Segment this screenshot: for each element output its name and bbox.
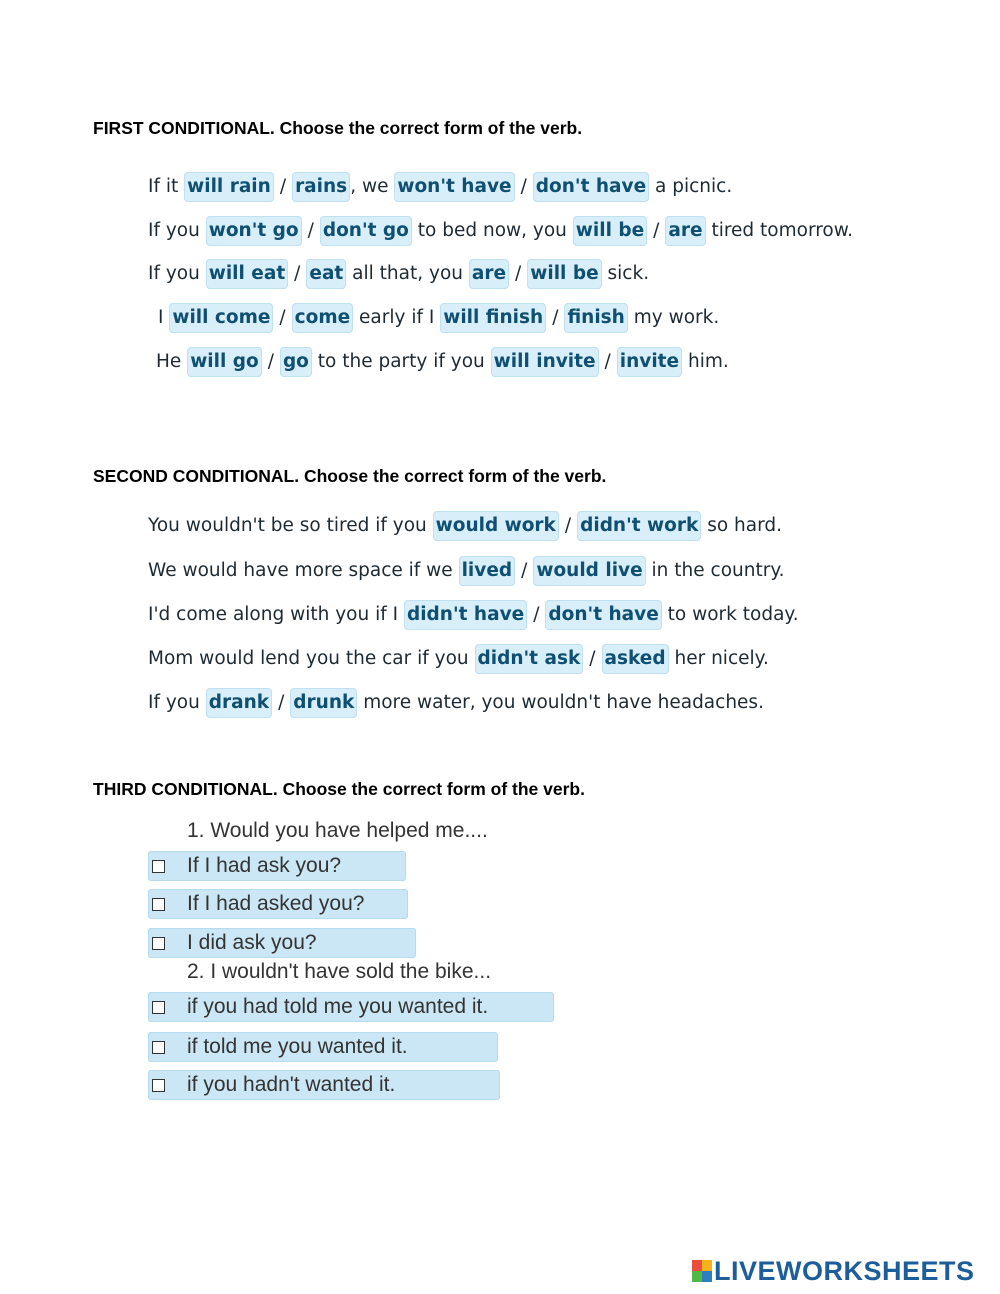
- first-sentence-4: [158, 301, 719, 335]
- question-2-title: 2. I wouldn't have sold the bike...: [187, 960, 492, 983]
- question-1-option-3[interactable]: [148, 928, 416, 958]
- option-label: If I had ask you?: [187, 854, 342, 877]
- separator: /: [515, 263, 522, 284]
- sentence-text: him.: [687, 351, 729, 372]
- first-conditional-heading: FIRST CONDITIONAL. Choose the correct form of the verb.: [93, 118, 583, 138]
- sentence-text: If you: [148, 263, 200, 284]
- second-sentence-2: [148, 554, 785, 588]
- option-dont-have[interactable]: don't have: [545, 600, 661, 630]
- sentence-text: tired tomorrow.: [711, 220, 854, 241]
- sentence-text: Mom would lend you the car if you: [148, 648, 469, 669]
- checkbox[interactable]: [152, 860, 165, 873]
- option-label: If I had asked you?: [187, 892, 365, 915]
- separator: /: [521, 560, 528, 581]
- first-sentence-1: [148, 170, 732, 204]
- option-didnt-work[interactable]: didn't work: [577, 511, 701, 541]
- second-conditional-heading: SECOND CONDITIONAL. Choose the correct form of the verb.: [93, 466, 607, 486]
- option-would-live[interactable]: would live: [533, 556, 645, 586]
- option-asked[interactable]: asked: [602, 644, 669, 674]
- option-will-be[interactable]: will be: [573, 216, 647, 246]
- checkbox[interactable]: [152, 898, 165, 911]
- option-drank[interactable]: drank: [206, 688, 272, 718]
- separator: /: [294, 263, 301, 284]
- option-didnt-have[interactable]: didn't have: [404, 600, 527, 630]
- sentence-text: in the country.: [651, 560, 785, 581]
- sentence-text: my work.: [633, 307, 720, 328]
- option-dont-have[interactable]: don't have: [533, 172, 649, 202]
- first-sentence-5: [156, 345, 729, 379]
- option-would-work[interactable]: would work: [433, 511, 559, 541]
- sentence-text: If you: [148, 220, 200, 241]
- option-didnt-ask[interactable]: didn't ask: [475, 644, 584, 674]
- first-sentence-2: [148, 214, 853, 248]
- second-sentence-3: [148, 598, 799, 632]
- sentence-text: He: [156, 351, 182, 372]
- option-will-rain[interactable]: will rain: [184, 172, 274, 202]
- question-2-option-2[interactable]: [148, 1032, 498, 1062]
- option-come[interactable]: come: [292, 303, 354, 333]
- separator: /: [552, 307, 559, 328]
- sentence-text: so hard.: [707, 515, 782, 536]
- separator: /: [279, 307, 286, 328]
- sentence-text: If it: [148, 176, 179, 197]
- sentence-text: to the party if you: [317, 351, 485, 372]
- question-1-title: 1. Would you have helped me....: [187, 819, 488, 842]
- sentence-text: all that, you: [352, 263, 463, 284]
- option-will-go[interactable]: will go: [187, 347, 262, 377]
- sentence-text: You wouldn't be so tired if you: [148, 515, 427, 536]
- second-sentence-5: [148, 686, 764, 720]
- separator: /: [267, 351, 274, 372]
- sentence-text: a picnic.: [655, 176, 733, 197]
- sentence-text: more water, you wouldn't have headaches.: [363, 692, 764, 713]
- sentence-text: I: [158, 307, 164, 328]
- option-label: if you had told me you wanted it.: [187, 995, 489, 1018]
- second-sentence-1: [148, 509, 782, 543]
- sentence-text: I'd come along with you if I: [148, 604, 399, 625]
- option-lived[interactable]: lived: [459, 556, 516, 586]
- separator: /: [564, 515, 572, 536]
- logo-text: LIVEWORKSHEETS: [714, 1255, 975, 1286]
- checkbox[interactable]: [152, 1041, 165, 1054]
- separator: /: [278, 692, 285, 713]
- checkbox[interactable]: [152, 937, 165, 950]
- question-2-option-3[interactable]: [148, 1070, 500, 1100]
- logo-icon: [692, 1260, 712, 1282]
- separator: /: [589, 648, 596, 669]
- liveworksheets-logo: [692, 1256, 975, 1286]
- option-label: I did ask you?: [187, 931, 317, 954]
- separator: /: [520, 176, 527, 197]
- question-2-option-1[interactable]: [148, 992, 554, 1022]
- sentence-text: to bed now, you: [417, 220, 567, 241]
- option-will-invite[interactable]: will invite: [491, 347, 599, 377]
- sentence-text: , we: [350, 176, 389, 197]
- checkbox[interactable]: [152, 1001, 165, 1014]
- sentence-text: If you: [148, 692, 200, 713]
- option-rains[interactable]: rains: [292, 172, 350, 202]
- option-wont-go[interactable]: won't go: [206, 216, 302, 246]
- option-label: if you hadn't wanted it.: [187, 1073, 396, 1096]
- option-drunk[interactable]: drunk: [290, 688, 357, 718]
- checkbox[interactable]: [152, 1079, 165, 1092]
- first-sentence-3: [148, 257, 649, 291]
- option-will-eat[interactable]: will eat: [206, 259, 288, 289]
- sentence-text: early if I: [359, 307, 435, 328]
- sentence-text: her nicely.: [674, 648, 769, 669]
- third-conditional-heading: THIRD CONDITIONAL. Choose the correct form of the verb.: [93, 779, 585, 799]
- question-1-option-1[interactable]: [148, 851, 406, 881]
- separator: /: [533, 604, 540, 625]
- sentence-text: sick.: [607, 263, 650, 284]
- sentence-text: to work today.: [667, 604, 799, 625]
- option-are[interactable]: are: [469, 259, 509, 289]
- separator: /: [604, 351, 611, 372]
- option-finish[interactable]: finish: [564, 303, 627, 333]
- option-label: if told me you wanted it.: [187, 1035, 408, 1058]
- second-sentence-4: [148, 642, 769, 676]
- option-invite[interactable]: invite: [617, 347, 682, 377]
- separator: /: [653, 220, 660, 241]
- option-eat[interactable]: eat: [306, 259, 346, 289]
- question-1-option-2[interactable]: [148, 889, 408, 919]
- option-wont-have[interactable]: won't have: [394, 172, 514, 202]
- separator: /: [279, 176, 287, 197]
- option-dont-go[interactable]: don't go: [320, 216, 412, 246]
- option-will-finish[interactable]: will finish: [440, 303, 546, 333]
- option-will-come[interactable]: will come: [169, 303, 273, 333]
- option-go[interactable]: go: [280, 347, 312, 377]
- option-are[interactable]: are: [665, 216, 705, 246]
- sentence-text: We would have more space if we: [148, 560, 453, 581]
- option-will-be[interactable]: will be: [527, 259, 601, 289]
- separator: /: [307, 220, 314, 241]
